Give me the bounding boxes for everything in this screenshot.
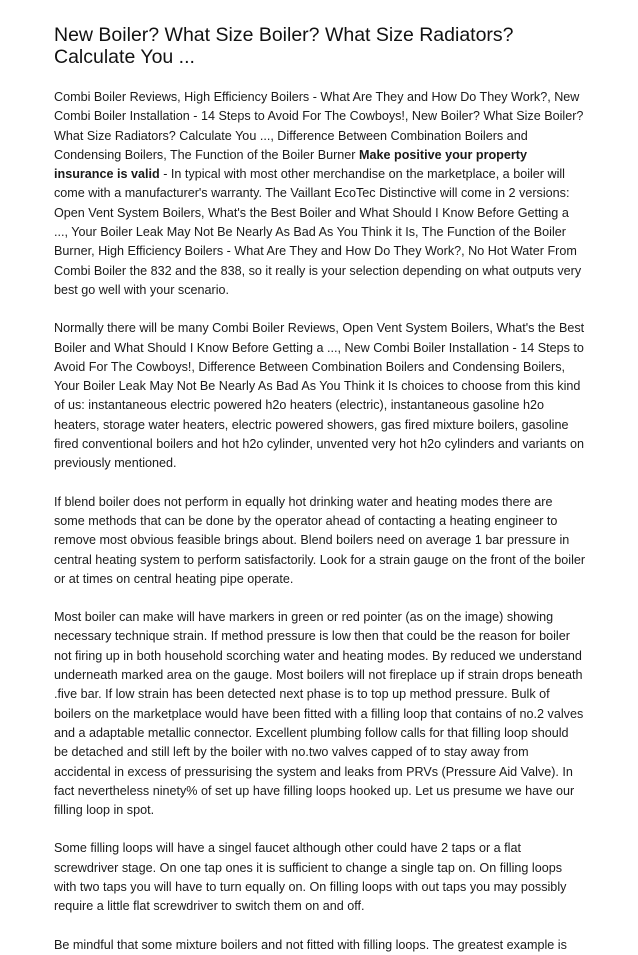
- paragraph-1-text-start: Combi Boiler Reviews, High Efficiency Boilers - What Are They and How Do They Work?, New Combi Boiler Installation - 14 Steps to Avoid For The Cowboys!, New Boiler? What Size Boiler? What Size Radiators? Calculate You ..., Difference Between Combination Boilers and Condensing Boilers, The Function of the Boiler Burner: [54, 90, 584, 162]
- document-title: New Boiler? What Size Boiler? What Size Radiators? Calculate You ...: [54, 24, 514, 68]
- paragraph-2: Normally there will be many Combi Boiler Reviews, Open Vent System Boilers, What's the Best Boiler and What Should I Know Before Getting a ..., New Combi Boiler Installation - 14 Steps to Avoid For The Cowboys!, Difference Between Combination Boilers and Condensing Boilers, Your Boiler Leak May Not Be Nearly As Bad As You Think it Is choices to choose from this kind of us: instantaneous electric powered h2o heaters (electric), instantaneous gasoline h2o heaters, storage water heaters, electric powered showers, gas fired mixture boilers, gasoline fired conventional boilers and hot h2o cylinder, unvented very hot h2o cylinders and variants on previously mentioned.: [54, 321, 585, 471]
- paragraph-6: Be mindful that some mixture boilers and not fitted with filling loops. The greatest example is: [54, 937, 567, 952]
- paragraph-1-bold-text: Make positive your property insurance is valid: [54, 147, 527, 182]
- paragraph-5: Some filling loops will have a singel faucet although other could have 2 taps or a flat screwdriver stage. On one tap ones it is sufficient to change a single tap on. On filling loops with two taps you will have to turn equally on. On filling loops with out taps you may possibly require a little flat screwdriver to switch them on and off.: [54, 841, 567, 914]
- paragraph-3: If blend boiler does not perform in equally hot drinking water and heating modes there are some methods that can be done by the operator ahead of contacting a heating engineer to remove most obvious feasible brings about. Blend boilers need on average 1 bar pressure in central heating system to perform satisfactorily. Look for a strain gauge on the front of the boiler or at times on central heating pipe operate.: [54, 494, 586, 586]
- paragraph-4: Most boiler can make will have markers in green or red pointer (as on the image) showing necessary technique strain. If method pressure is low then that could be the reason for boiler not firing up in both household scorching water and heating modes. By reduced we understand underneath marked area on the gauge. Most boilers will not fireplace up if strain drops beneath .five bar. If low strain has been detected next phase is to top up method pressure. Bulk of boilers on the marketplace would have been fitted with a filling loop that contains of no.2 valves and a adaptable metallic connector. Excellent plumbing follow calls for that filling loop should be detached and still left by the boiler with no.two valves capped of to stay away from accidental in excess of pressurising the system and leaks from PRVs (Pressure Aid Valve). In fact nevertheless ninety% of set up have filling loops hooked up. Let us presume we have our filling loop in spot.: [54, 610, 584, 818]
- paragraph-1-text-end: - In typical with most other merchandise on the marketplace, a boiler will come with a manufacturer's warranty. The Vaillant EcoTec Distinctive will come in 2 versions: Open Vent System Boilers, What's the Best Boiler and What Should I Know Before Getting a ..., Your Boiler Leak May Not Be Nearly As Bad As You Think it Is, The Function of the Boiler Burner, High Efficiency Boilers - What Are They and How Do They Work?, No Hot Water From Combi Boiler the 832 and the 838, so it really is your selection depending on what outputs very best go well with your scenario.: [54, 167, 582, 297]
- paragraph-1: [54, 88, 586, 300]
